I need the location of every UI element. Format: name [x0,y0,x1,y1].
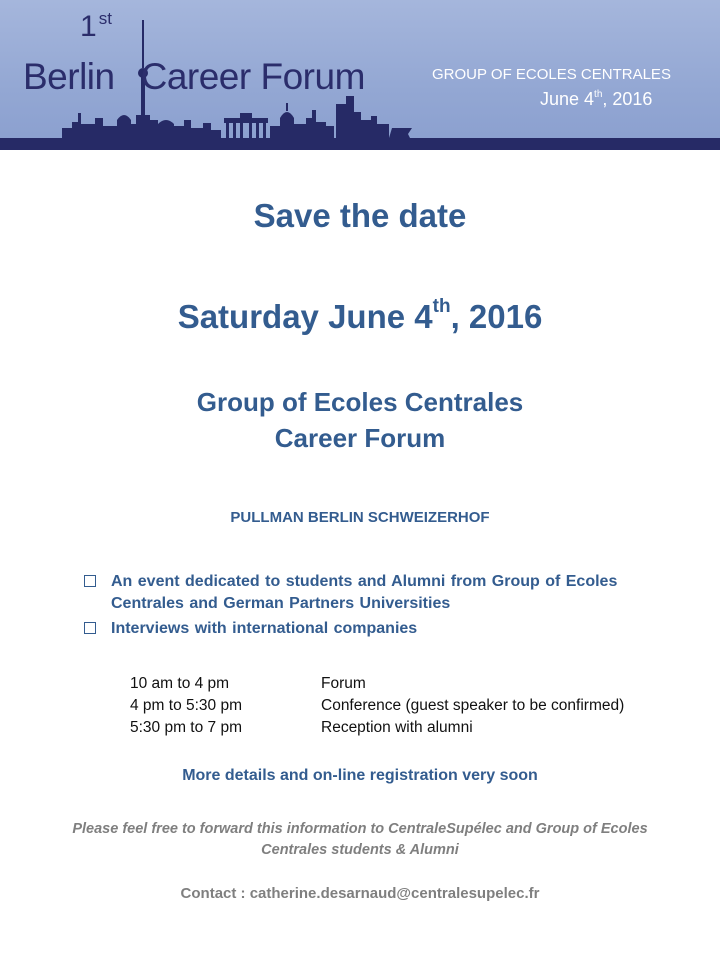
event-date: Saturday June 4th, 2016 [177,296,543,335]
schedule-row [130,717,624,739]
forward-note [30,819,690,861]
schedule-row [130,673,624,695]
list-item [84,618,704,640]
save-the-date-heading: Save the date [253,197,467,234]
organizer-line-2: Career Forum [274,423,446,453]
banner-group-name: GROUP OF ECOLES CENTRALES [432,66,671,83]
banner-date: June 4th, 2016 [540,89,653,109]
schedule-time: 4 pm to 5:30 pm [130,697,243,714]
schedule-event: Conference (guest speaker to be confirmed) [321,697,625,714]
note-line: Centrales students & Alumni [261,842,459,858]
schedule-event: Forum [321,675,366,692]
note-line: Please feel free to forward this information to CentraleSupélec and Group of Ecoles [72,821,648,837]
schedule-time: 5:30 pm to 7 pm [130,719,243,736]
venue: PULLMAN BERLIN SCHWEIZERHOF [230,509,490,526]
schedule-time: 10 am to 4 pm [130,675,230,692]
header-banner [0,0,720,150]
schedule-row [130,695,624,717]
schedule-table [130,673,624,739]
registration-info: More details and on-line registration very soon [182,767,538,784]
bullet-text-line: Centrales and German Partners Universities [111,595,451,612]
list-item [84,571,704,615]
checkbox-bullet-icon [84,575,96,587]
banner-title: Berlin Career Forum [23,56,365,97]
bullet-text-line: An event dedicated to students and Alumni from Group of Ecoles [111,573,618,590]
banner-ordinal: 1 $^{st}$ [80,9,112,43]
bullet-text-line: Interviews with international companies [111,620,418,637]
schedule-event: Reception with alumni [321,719,473,736]
checkbox-bullet-icon [84,622,96,634]
bullet-list [84,571,704,643]
organizer-line-1: Group of Ecoles Centrales [196,387,524,417]
contact-email[interactable]: Contact : catherine.desarnaud@centralesupelec.fr [180,885,540,902]
